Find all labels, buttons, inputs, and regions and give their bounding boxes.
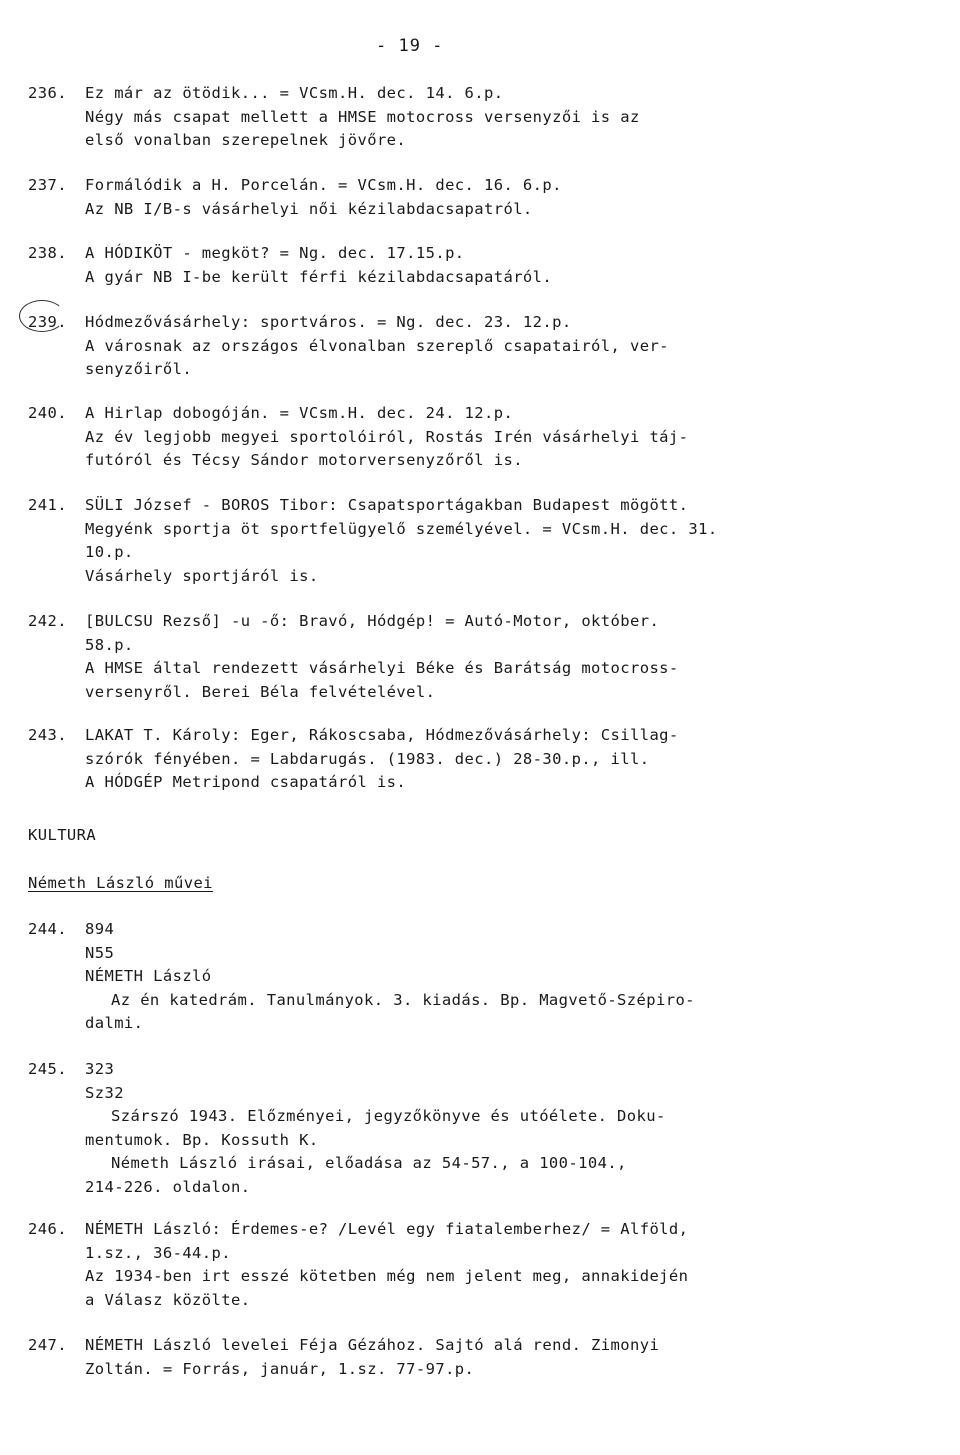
entry-line: A HMSE által rendezett vásárhelyi Béke és Barátság motocross- xyxy=(85,659,679,677)
entry-number: 238. xyxy=(28,244,67,262)
entry-line: Hódmezővásárhely: sportváros. = Ng. dec. 23. 12.p. xyxy=(85,313,572,331)
entry-line: Ez már az ötödik... = VCsm.H. dec. 14. 6.p. xyxy=(85,84,504,102)
entry-line: Zoltán. = Forrás, január, 1.sz. 77-97.p. xyxy=(85,1359,475,1378)
entry-line: Sz32 xyxy=(85,1083,124,1102)
entry-line: Vásárhely sportjáról is. xyxy=(85,566,319,585)
entry-line: Megyénk sportja öt sportfelügyelő személyével. = VCsm.H. dec. 31. xyxy=(85,519,718,538)
entry-line: LAKAT T. Károly: Eger, Rákoscsaba, Hódmezővásárhely: Csillag- xyxy=(85,726,679,744)
entry-line: 214-226. oldalon. xyxy=(85,1177,251,1196)
entry-number: 244. xyxy=(28,920,67,938)
entry-line: NÉMETH László xyxy=(85,967,212,985)
entry-line: 58.p. xyxy=(85,635,134,654)
entry-line: dalmi. xyxy=(85,1014,144,1032)
entry-number: 236. xyxy=(28,84,67,102)
entry-number: 246. xyxy=(28,1220,67,1238)
entry-241 xyxy=(28,494,928,588)
entry-line: Négy más csapat mellett a HMSE motocross versenyzői is az xyxy=(85,107,640,126)
entry-number: 240. xyxy=(28,404,67,422)
entry-number: 243. xyxy=(28,726,67,744)
entry-238 xyxy=(28,242,928,289)
entry-line: szórók fényében. = Labdarugás. (1983. dec.) 28-30.p., ill. xyxy=(85,749,650,768)
entry-line: a Válasz közölte. xyxy=(85,1290,251,1309)
entry-line: mentumok. Bp. Kossuth K. xyxy=(85,1130,319,1149)
entry-number: 242. xyxy=(28,612,67,630)
entry-number: 237. xyxy=(28,176,67,194)
entry-line: A HÓDGÉP Metripond csapatáról is. xyxy=(85,773,407,791)
entry-line: 1.sz., 36-44.p. xyxy=(85,1243,231,1262)
entry-number: 245. xyxy=(28,1060,67,1078)
entry-236 xyxy=(28,82,928,153)
page-number: - 19 - xyxy=(376,36,444,56)
entry-240 xyxy=(28,402,928,473)
subsection-heading: Németh László művei xyxy=(28,874,213,892)
entry-number: 241. xyxy=(28,496,67,514)
entry-line: A Hirlap dobogóján. = VCsm.H. dec. 24. 12.p. xyxy=(85,404,514,422)
entry-line: Az év legjobb megyei sportolóiról, Rostás Irén vásárhelyi táj- xyxy=(85,427,689,446)
entry-line: Németh László irásai, előadása az 54-57., a 100-104., xyxy=(111,1154,627,1172)
entry-line: N55 xyxy=(85,943,115,962)
entry-line: első vonalban szerepelnek jövőre. xyxy=(85,131,407,149)
entry-line: Az én katedrám. Tanulmányok. 3. kiadás. Bp. Magvető-Szépiro- xyxy=(111,990,695,1009)
entry-line: NÉMETH László levelei Féja Gézához. Sajtó alá rend. Zimonyi xyxy=(85,1336,660,1354)
entry-line: versenyről. Berei Béla felvételével. xyxy=(85,682,436,701)
entry-line: senyzőiről. xyxy=(85,360,193,378)
entry-line: 323 xyxy=(85,1060,115,1078)
entry-line: A gyár NB I-be került férfi kézilabdacsapatáról. xyxy=(85,267,553,286)
entry-line: A HÓDIKÖT - megköt? = Ng. dec. 17.15.p. xyxy=(85,244,465,262)
entry-number: 247. xyxy=(28,1336,67,1354)
entry-243 xyxy=(28,724,928,795)
entry-239 xyxy=(28,311,928,382)
entry-246 xyxy=(28,1218,928,1312)
entry-237 xyxy=(28,174,928,221)
entry-line: Szárszó 1943. Előzményei, jegyzőkönyve és utóélete. Doku- xyxy=(111,1107,666,1125)
entry-line: [BULCSU Rezső] -u -ő: Bravó, Hódgép! = Autó-Motor, október. xyxy=(85,612,660,630)
section-heading: KULTURA xyxy=(28,826,97,844)
entry-line: futóról és Técsy Sándor motorversenyzőről is. xyxy=(85,451,523,469)
entry-line: NÉMETH László: Érdemes-e? /Levél egy fiatalemberhez/ = Alföld, xyxy=(85,1220,689,1238)
entry-line: Formálódik a H. Porcelán. = VCsm.H. dec. 16. 6.p. xyxy=(85,176,562,194)
entry-line: SÜLI József - BOROS Tibor: Csapatsportágakban Budapest mögött. xyxy=(85,496,689,514)
entry-line: Az NB I/B-s vásárhelyi női kézilabdacsapatról. xyxy=(85,199,533,218)
entry-245 xyxy=(28,1058,928,1199)
entry-line: 10.p. xyxy=(85,543,134,561)
entry-line: A városnak az országos élvonalban szereplő csapatairól, ver- xyxy=(85,336,669,355)
entry-line: Az 1934-ben irt esszé kötetben még nem jelent meg, annakidején xyxy=(85,1267,689,1285)
entry-247 xyxy=(28,1334,928,1381)
entry-line: 894 xyxy=(85,920,115,938)
entry-242 xyxy=(28,610,928,704)
entry-244 xyxy=(28,918,928,1036)
entry-number: 239. xyxy=(28,313,67,331)
